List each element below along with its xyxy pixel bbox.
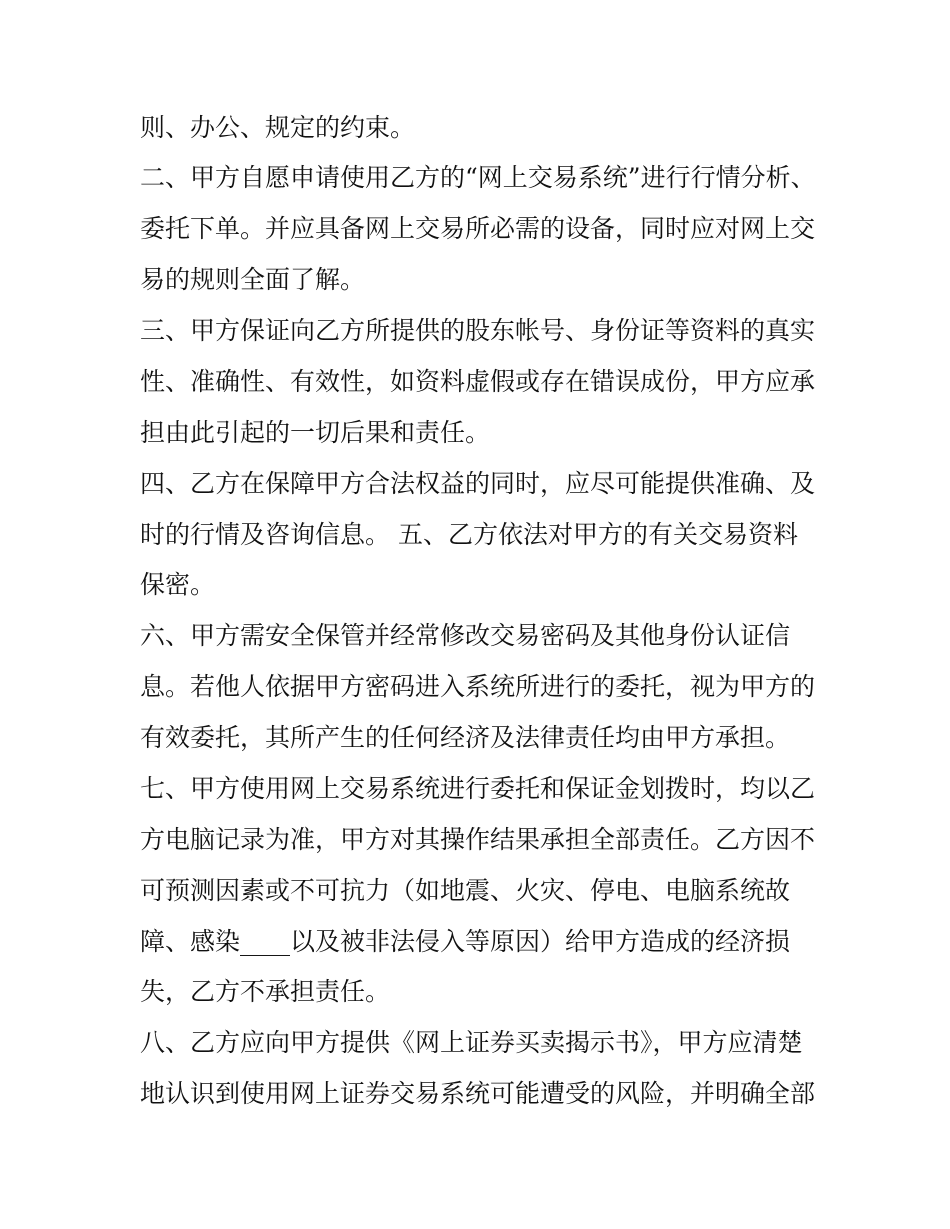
text-line: 时的行情及咨询信息。 五、乙方依法对甲方的有关交易资料 (140, 520, 798, 549)
text-line: 七、甲方使用网上交易系统进行委托和保证金划拨时，均以乙 (140, 774, 816, 803)
text-line: 失，乙方不承担责任。 (140, 977, 391, 1006)
text-line: 六、甲方需安全保管并经常修改交易密码及其他身份认证信 (140, 621, 791, 650)
text-line: 保密。 (140, 570, 216, 599)
text-line: 八、乙方应向甲方提供《网上证券买卖揭示书》，甲方应清楚 (140, 1028, 803, 1057)
text-line: 障、感染____以及被非法侵入等原因）给甲方造成的经济损 (140, 927, 791, 956)
text-line: 易的规则全面了解。 (140, 265, 366, 294)
text-line: 方电脑记录为准，甲方对其操作结果承担全部责任。乙方因不 (140, 825, 816, 854)
text-line: 地认识到使用网上证券交易系统可能遭受的风险，并明确全部 (140, 1079, 816, 1108)
text-line: 有效委托，其所产生的任何经济及法律责任均由甲方承担。 (140, 723, 791, 752)
text-line: 担由此引起的一切后果和责任。 (140, 418, 491, 447)
text-line: 息。若他人依据甲方密码进入系统所进行的委托，视为甲方的 (140, 672, 816, 701)
text-line: 三、甲方保证向乙方所提供的股东帐号、身份证等资料的真实 (140, 316, 816, 345)
text-line: 则、办公、规定的约束。 (140, 113, 416, 142)
text-line: 委托下单。并应具备网上交易所必需的设备，同时应对网上交 (140, 214, 816, 243)
text-line: 性、准确性、有效性，如资料虚假或存在错误成份，甲方应承 (140, 367, 816, 396)
text-line: 二、甲方自愿申请使用乙方的“网上交易系统”进行行情分析、 (140, 163, 816, 192)
text-line: 四、乙方在保障甲方合法权益的同时，应尽可能提供准确、及 (140, 469, 816, 498)
text-line: 可预测因素或不可抗力（如地震、火灾、停电、电脑系统故 (140, 876, 791, 905)
